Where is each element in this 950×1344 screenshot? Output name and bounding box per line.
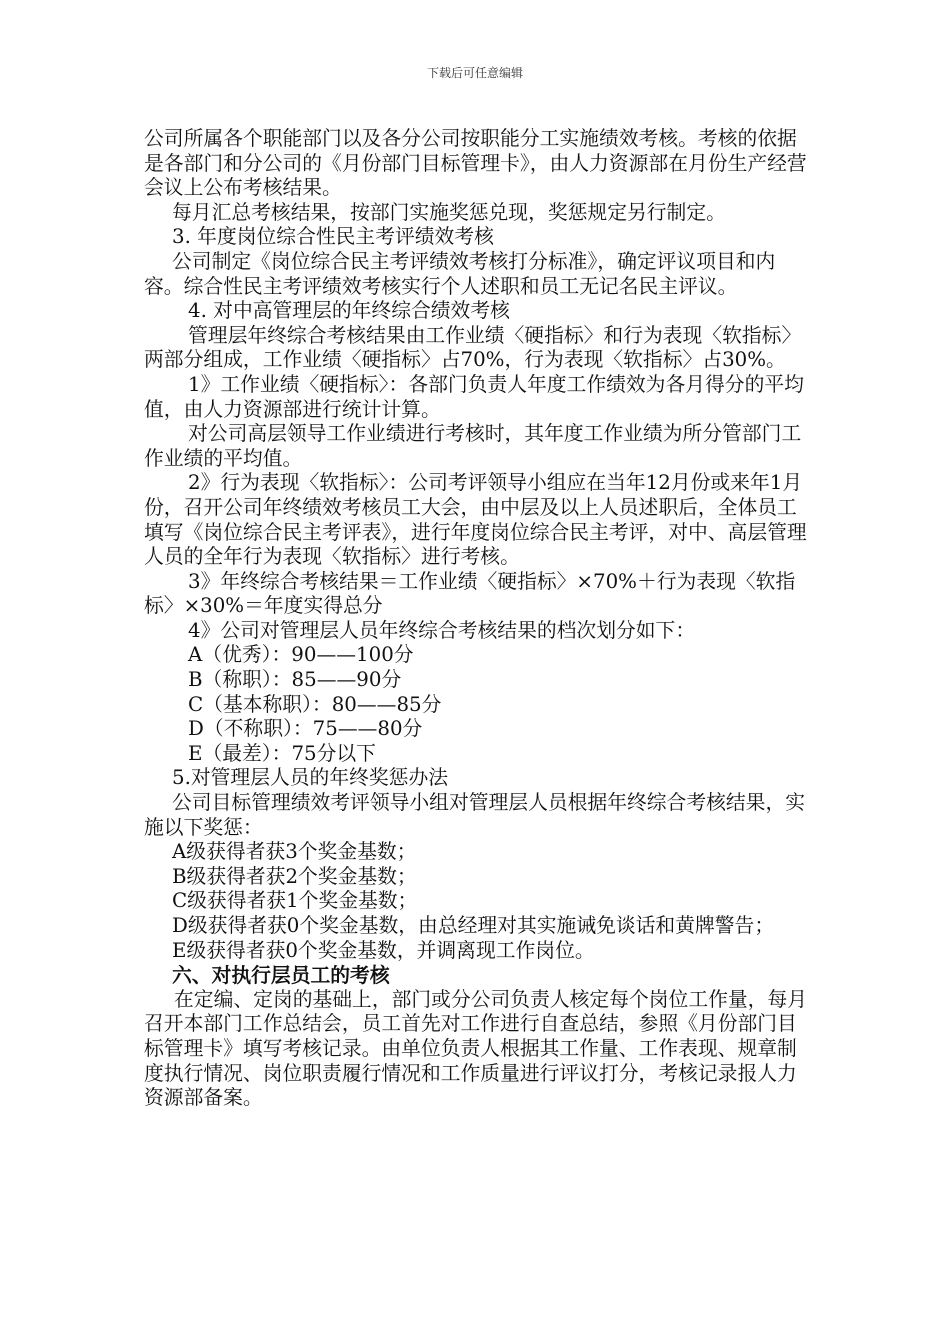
- paragraph: 2》行为表现〈软指标〉：公司考评领导小组应在当年12月份或来年1月份，召开公司年终绩效考核员工大会，由中层及以上人员述职后，全体员工填写《岗位综合民主考评表》，进行年度岗位综合民主考评，对中、高层管理人员的全年行为表现〈软指标〉进行考核。: [144, 471, 807, 569]
- paragraph: 在定编、定岗的基础上，部门或分公司负责人核定每个岗位工作量，每月召开本部门工作总结会，员工首先对工作进行自查总结，参照《月份部门目标管理卡》填写考核记录。由单位负责人根据其工作量、工作表现、规章制度执行情况、岗位职责履行情况和工作质量进行评议打分，考核记录报人力资源部备案。: [144, 987, 808, 1110]
- paragraph: 管理层年终综合考核结果由工作业绩〈硬指标〉和行为表现〈软指标〉两部分组成，工作业绩〈硬指标〉占70%，行为表现〈软指标〉占30%。: [144, 323, 802, 372]
- list-item: E级获得者获0个奖金基数，并调离现工作岗位。: [172, 938, 595, 962]
- list-item: D级获得者获0个奖金基数，由总经理对其实施诫免谈话和黄牌警告；: [172, 914, 775, 937]
- list-item: B级获得者获2个奖金基数；: [172, 864, 417, 888]
- paragraph: 公司目标管理绩效考评领导小组对管理层人员根据年终综合考核结果，实施以下奖惩：: [144, 791, 806, 839]
- list-item: E（最差）：75分以下: [188, 741, 376, 765]
- document-body: [144, 127, 814, 1111]
- paragraph: 公司制定《岗位综合民主考评绩效考核打分标准》，确定评议项目和内容。综合性民主考评绩效考核实行个人述职和员工无记名民主评议。: [144, 249, 776, 298]
- list-item: D（不称职）：75——80分: [188, 717, 423, 741]
- list-item: C级获得者获1个奖金基数；: [172, 889, 418, 913]
- page-header: 下载后可任意编辑: [426, 66, 523, 80]
- paragraph: 1》工作业绩〈硬指标〉：各部门负责人年度工作绩效为各月得分的平均值，由人力资源部进行统计计算。: [144, 372, 804, 421]
- section-heading: 5.对管理层人员的年终奖惩办法: [172, 766, 449, 790]
- list-item: A（优秀）：90——100分: [188, 643, 414, 667]
- section-heading: 4. 对中高管理层的年终综合绩效考核: [188, 299, 510, 323]
- list-item: C（基本称职）：80——85分: [188, 692, 442, 716]
- chapter-heading: 六、对执行层员工的考核: [172, 963, 390, 988]
- list-item: B（称职）：85——90分: [188, 668, 402, 692]
- paragraph: 公司所属各个职能部门以及各分公司按职能分工实施绩效考核。考核的依据是各部门和分公司的《月份部门目标管理卡》，由人力资源部在月份生产经营会议上公布考核结果。: [144, 127, 807, 200]
- section-heading: 3. 年度岗位综合性民主考评绩效考核: [172, 225, 494, 249]
- paragraph: 4》公司对管理层人员年终综合考核结果的档次划分如下：: [188, 618, 696, 642]
- list-item: A级获得者获3个奖金基数；: [172, 840, 417, 864]
- paragraph: 对公司高层领导工作业绩进行考核时，其年度工作业绩为所分管部门工作业绩的平均值。: [144, 422, 802, 470]
- paragraph: 每月汇总考核结果，按部门实施奖惩兑现，奖惩规定另行制定。: [172, 200, 726, 224]
- paragraph: 3》年终综合考核结果＝工作业绩〈硬指标〉×70%＋行为表现〈软指标〉×30%＝年度实得总分: [144, 569, 796, 618]
